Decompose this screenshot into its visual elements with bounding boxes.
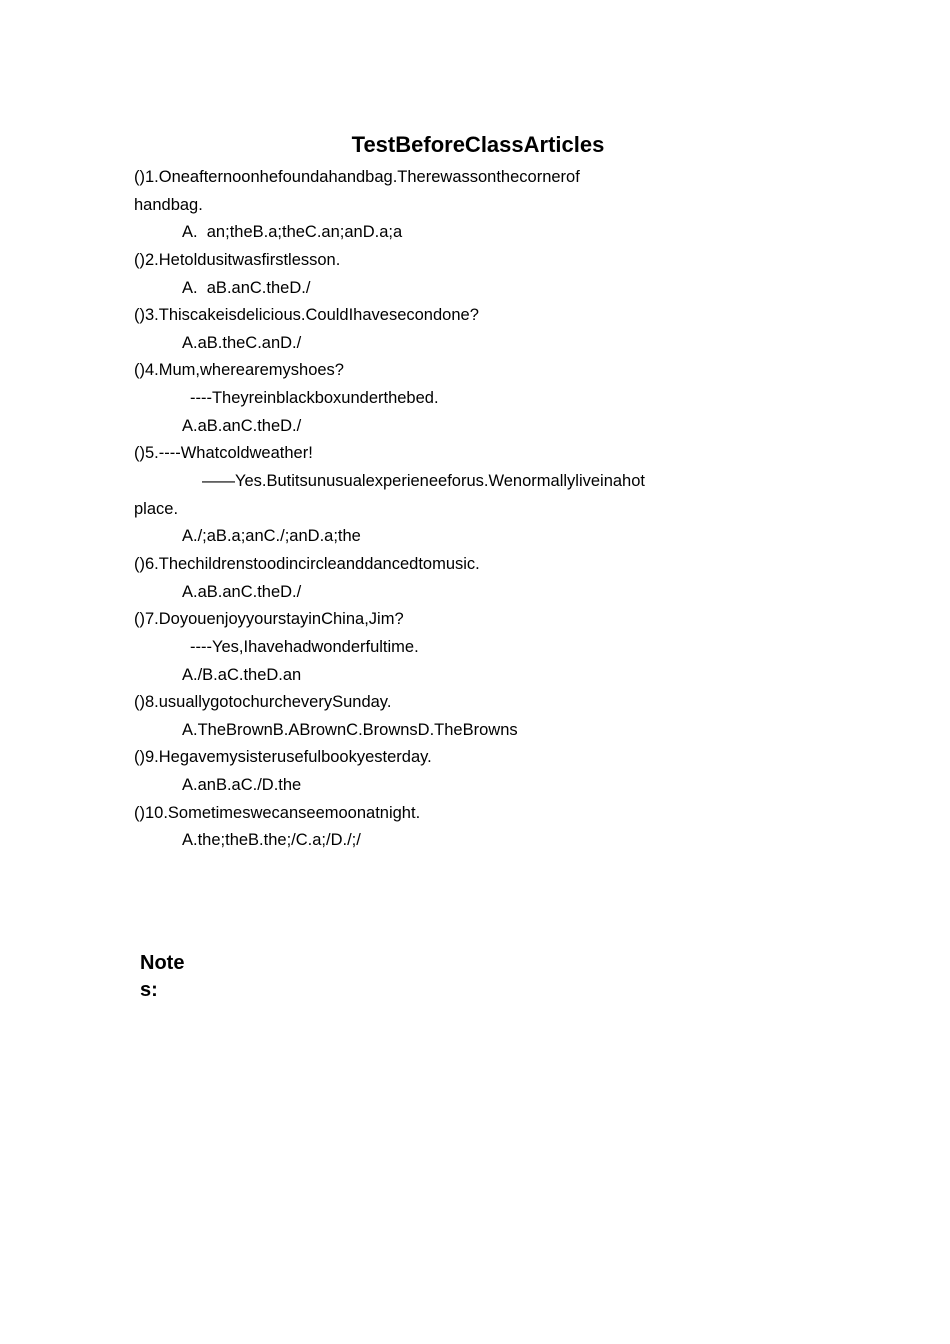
question-7: ()7.DoyouenjoyyourstayinChina,Jim? (134, 610, 404, 628)
question-1-line-1: ()1.Oneafternoonhefoundahandbag.Therewassonthecornerof (134, 168, 580, 186)
question-7-reply: ----Yes,Ihavehadwonderfultime. (190, 638, 419, 656)
question-3-options: A.aB.theC.anD./ (182, 334, 302, 352)
question-2-options: A. aB.anC.theD./ (182, 279, 311, 297)
question-9: ()9.Hegavemysisterusefulbookyesterday. (134, 748, 432, 766)
question-6: ()6.Thechildrenstoodincircleanddancedtomusic. (134, 555, 480, 573)
question-4-options: A.aB.anC.theD./ (182, 417, 302, 435)
question-10-options: A.the;theB.the;/C.a;/D./;/ (182, 831, 361, 849)
question-1-options: A. an;theB.a;theC.an;anD.a;a (182, 223, 403, 241)
question-1-line-2: handbag. (134, 196, 203, 214)
question-4: ()4.Mum,wherearemyshoes? (134, 361, 344, 379)
question-7-options: A./B.aC.theD.an (182, 666, 302, 684)
question-8-options: A.TheBrownB.ABrownC.BrownsD.TheBrowns (182, 721, 518, 739)
question-6-options: A.aB.anC.theD./ (182, 583, 302, 601)
question-8: ()8.usuallygotochurcheverySunday. (134, 693, 392, 711)
question-5-options: A./;aB.a;anC./;anD.a;the (182, 527, 361, 545)
question-2: ()2.Hetoldusitwasfirstlesson. (134, 251, 341, 269)
question-4-reply: ----Theyreinblackboxunderthebed. (190, 389, 439, 407)
question-5: ()5.----Whatcoldweather! (134, 444, 313, 462)
question-9-options: A.anB.aC./D.the (182, 776, 302, 794)
question-5-reply: ——Yes.Butitsunusualexperieneeforus.Wenormallyliveinahot (202, 472, 645, 490)
question-5-reply-cont: place. (134, 500, 179, 518)
question-10: ()10.Sometimeswecanseemoonatnight. (134, 804, 421, 822)
document-title: TestBeforeClassArticles (351, 132, 605, 157)
notes-label: Notes: (140, 952, 185, 1001)
question-3: ()3.Thiscakeisdelicious.CouldIhavesecondone? (134, 306, 479, 324)
